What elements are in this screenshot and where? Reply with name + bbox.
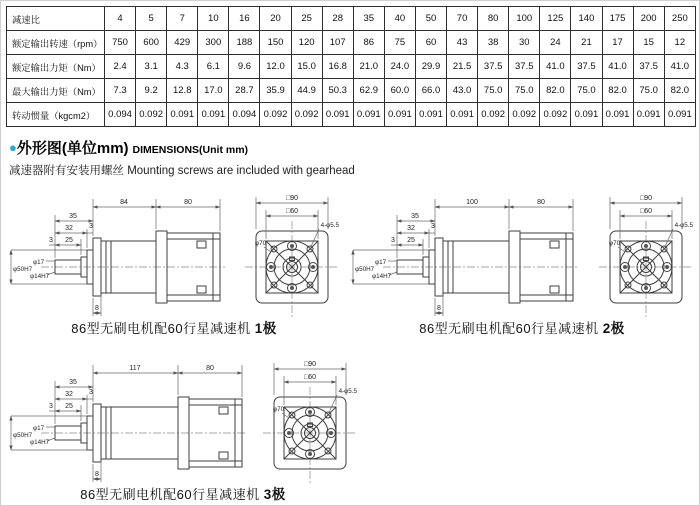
caption-text: 86型无刷电机配60行星减速机 <box>419 321 599 336</box>
table-cell: 0.091 <box>602 103 633 127</box>
dim-bore: φ50H7 <box>13 266 33 273</box>
table-cell: 9.6 <box>229 55 260 79</box>
dim-shaft-b: φ14H7 <box>30 439 50 446</box>
table-cell: 82.0 <box>664 79 695 103</box>
table-cell: 37.5 <box>571 55 602 79</box>
table-cell: 62.9 <box>353 79 384 103</box>
table-cell: 4 <box>105 7 136 31</box>
flange-outline <box>610 231 682 303</box>
table-cell: 66.0 <box>415 79 446 103</box>
table-cell: 40 <box>384 7 415 31</box>
section-title-cn: 外形图(单位mm) <box>16 140 129 157</box>
caption-text: 86型无刷电机配60行星减速机 <box>71 321 251 336</box>
table-cell: 28 <box>322 7 353 31</box>
dim-shaft-a: φ17 <box>33 425 45 432</box>
dim-c: 3 <box>89 223 93 230</box>
table-cell: 0.092 <box>291 103 322 127</box>
table-cell: 75 <box>384 31 415 55</box>
table-cell: 5 <box>136 7 167 31</box>
table-cell: 15 <box>633 31 664 55</box>
table-cell: 0.091 <box>571 103 602 127</box>
dim-e: 3 <box>49 403 53 410</box>
dim-total: 100 <box>466 199 478 206</box>
dim-square-inner: □60 <box>639 208 653 215</box>
table-cell: 12 <box>664 31 695 55</box>
dim-holes: 4-φ5.5 <box>338 388 357 395</box>
table-cell: 100 <box>509 7 540 31</box>
table-cell: 150 <box>260 31 291 55</box>
table-cell: 24.0 <box>384 55 415 79</box>
table-row-max-torque <box>7 79 696 103</box>
drawing-pair <box>349 187 695 321</box>
dim-shaft-a: φ17 <box>375 259 387 266</box>
section-note <box>9 162 355 178</box>
table-cell: 0.092 <box>509 103 540 127</box>
dim-a: 35 <box>411 213 419 220</box>
table-cell: 38 <box>478 31 509 55</box>
table-cell: 35.9 <box>260 79 291 103</box>
table-cell: 82.0 <box>602 79 633 103</box>
table-cell: 2.4 <box>105 55 136 79</box>
drawing-group-3 <box>7 353 359 503</box>
table-cell: 37.5 <box>633 55 664 79</box>
table-cell: 12.8 <box>167 79 198 103</box>
table-cell: 41.0 <box>540 55 571 79</box>
sideview-drawing-1 <box>7 187 227 321</box>
table-cell: 86 <box>353 31 384 55</box>
dim-motor: 80 <box>184 199 192 206</box>
table-cell: 7 <box>167 7 198 31</box>
dimension-lines <box>11 199 220 316</box>
table-cell: 750 <box>105 31 136 55</box>
table-cell: 75.0 <box>571 79 602 103</box>
table-cell: 175 <box>602 7 633 31</box>
table-cell: 429 <box>167 31 198 55</box>
table-cell: 0.092 <box>260 103 291 127</box>
row-label: 转动惯量（kgcm2） <box>7 103 105 127</box>
dim-a: 35 <box>69 213 77 220</box>
table-cell: 140 <box>571 7 602 31</box>
dim-d: 25 <box>65 237 73 244</box>
spec-table <box>6 6 696 127</box>
dim-d: 25 <box>65 403 73 410</box>
table-cell: 75.0 <box>509 79 540 103</box>
dim-square-outer: □90 <box>303 361 317 368</box>
table-cell: 20 <box>260 7 291 31</box>
drawing-pair <box>7 187 341 321</box>
section-note-cn: 减速器附有安装用螺丝 <box>9 165 124 177</box>
section-note-en: Mounting screws are included with gearhead <box>127 165 355 177</box>
table-cell: 200 <box>633 7 664 31</box>
row-label: 减速比 <box>7 7 105 31</box>
table-cell: 0.092 <box>136 103 167 127</box>
table-cell: 41.0 <box>664 55 695 79</box>
table-cell: 0.092 <box>478 103 509 127</box>
section-title-en: DIMENSIONS(Unit mm) <box>132 144 249 156</box>
table-cell: 75.0 <box>633 79 664 103</box>
dim-bore: φ50H7 <box>355 266 375 273</box>
flange-outline <box>256 231 328 303</box>
table-cell: 28.7 <box>229 79 260 103</box>
flange-view-2 <box>597 187 695 321</box>
bullet-icon: ● <box>9 140 17 155</box>
row-label: 最大输出力矩（Nm） <box>7 79 105 103</box>
table-cell: 7.3 <box>105 79 136 103</box>
table-cell: 24 <box>540 31 571 55</box>
table-row-ratio <box>7 7 696 31</box>
table-cell: 29.9 <box>415 55 446 79</box>
table-cell: 21.0 <box>353 55 384 79</box>
table-cell: 16 <box>229 7 260 31</box>
dim-shaft-b: φ14H7 <box>30 273 50 280</box>
table-cell: 15.0 <box>291 55 322 79</box>
table-cell: 21.5 <box>447 55 478 79</box>
dim-c: 3 <box>89 389 93 396</box>
table-cell: 0.091 <box>353 103 384 127</box>
section-title <box>9 139 355 159</box>
table-cell: 60 <box>415 31 446 55</box>
dim-d: 25 <box>407 237 415 244</box>
table-cell: 0.091 <box>322 103 353 127</box>
dim-square-inner: □60 <box>303 374 317 381</box>
dim-bolt-circle: φ70 <box>609 240 621 247</box>
table-cell: 75.0 <box>478 79 509 103</box>
sideview-drawing-3 <box>7 353 249 487</box>
dimension-lines <box>11 365 242 482</box>
dim-b: 32 <box>407 225 415 232</box>
table-cell: 60.0 <box>384 79 415 103</box>
dim-holes: 4-φ5.5 <box>320 222 339 229</box>
dim-bolt-circle: φ70 <box>255 240 267 247</box>
table-cell: 0.091 <box>633 103 664 127</box>
dim-f: 8 <box>95 305 99 312</box>
dim-bore: φ50H7 <box>13 432 33 439</box>
table-cell: 0.094 <box>229 103 260 127</box>
dim-f: 8 <box>437 305 441 312</box>
dim-square-inner: □60 <box>285 208 299 215</box>
sideview-drawing-2 <box>349 187 581 321</box>
caption-stage: 1极 <box>254 321 277 336</box>
table-cell: 0.091 <box>167 103 198 127</box>
dim-holes: 4-φ5.5 <box>674 222 693 229</box>
table-cell: 70 <box>447 7 478 31</box>
table-cell: 44.9 <box>291 79 322 103</box>
dim-e: 3 <box>391 237 395 244</box>
dim-c: 3 <box>431 223 435 230</box>
table-cell: 0.091 <box>198 103 229 127</box>
table-cell: 50.3 <box>322 79 353 103</box>
table-cell: 0.091 <box>664 103 695 127</box>
dim-total: 84 <box>120 199 128 206</box>
row-label: 额定输出力矩（Nm） <box>7 55 105 79</box>
drawing-group-2 <box>349 187 695 337</box>
flange-view-3 <box>261 353 359 487</box>
table-cell: 600 <box>136 31 167 55</box>
table-row-rated-torque <box>7 55 696 79</box>
table-cell: 37.5 <box>478 55 509 79</box>
table-cell: 41.0 <box>602 55 633 79</box>
dim-f: 8 <box>95 471 99 478</box>
table-cell: 43.0 <box>447 79 478 103</box>
table-cell: 9.2 <box>136 79 167 103</box>
drawing-group-1 <box>7 187 341 337</box>
table-cell: 10 <box>198 7 229 31</box>
table-cell: 43 <box>447 31 478 55</box>
dim-e: 3 <box>49 237 53 244</box>
table-cell: 16.8 <box>322 55 353 79</box>
dim-shaft-b: φ14H7 <box>372 273 392 280</box>
dimension-lines <box>353 199 573 316</box>
table-cell: 35 <box>353 7 384 31</box>
caption-stage: 2极 <box>602 321 625 336</box>
dim-a: 35 <box>69 379 77 386</box>
dimensions-section-header <box>9 139 355 178</box>
dim-square-outer: □90 <box>639 195 653 202</box>
table-cell: 37.5 <box>509 55 540 79</box>
dim-motor: 80 <box>206 365 214 372</box>
dim-total: 117 <box>129 365 141 372</box>
table-cell: 4.3 <box>167 55 198 79</box>
table-cell: 300 <box>198 31 229 55</box>
table-cell: 250 <box>664 7 695 31</box>
table-cell: 3.1 <box>136 55 167 79</box>
dim-b: 32 <box>65 225 73 232</box>
table-cell: 82.0 <box>540 79 571 103</box>
table-row-inertia <box>7 103 696 127</box>
table-cell: 21 <box>571 31 602 55</box>
table-cell: 17.0 <box>198 79 229 103</box>
table-cell: 12.0 <box>260 55 291 79</box>
dim-shaft-a: φ17 <box>33 259 45 266</box>
dim-bolt-circle: φ70 <box>273 406 285 413</box>
row-label: 额定输出转速（rpm） <box>7 31 105 55</box>
flange-view-1 <box>243 187 341 321</box>
flange-outline <box>274 397 346 469</box>
table-cell: 0.092 <box>540 103 571 127</box>
table-cell: 125 <box>540 7 571 31</box>
dim-square-outer: □90 <box>285 195 299 202</box>
dim-motor: 80 <box>537 199 545 206</box>
dim-b: 32 <box>65 391 73 398</box>
table-cell: 17 <box>602 31 633 55</box>
table-cell: 30 <box>509 31 540 55</box>
table-cell: 107 <box>322 31 353 55</box>
table-cell: 188 <box>229 31 260 55</box>
table-cell: 120 <box>291 31 322 55</box>
caption-stage: 3极 <box>263 487 286 502</box>
table-cell: 80 <box>478 7 509 31</box>
table-cell: 0.091 <box>384 103 415 127</box>
table-cell: 0.094 <box>105 103 136 127</box>
table-cell: 6.1 <box>198 55 229 79</box>
drawing-pair <box>7 353 359 487</box>
caption-text: 86型无刷电机配60行星减速机 <box>80 487 260 502</box>
table-cell: 50 <box>415 7 446 31</box>
table-cell: 0.091 <box>415 103 446 127</box>
table-row-speed <box>7 31 696 55</box>
table-cell: 25 <box>291 7 322 31</box>
table-cell: 0.091 <box>447 103 478 127</box>
